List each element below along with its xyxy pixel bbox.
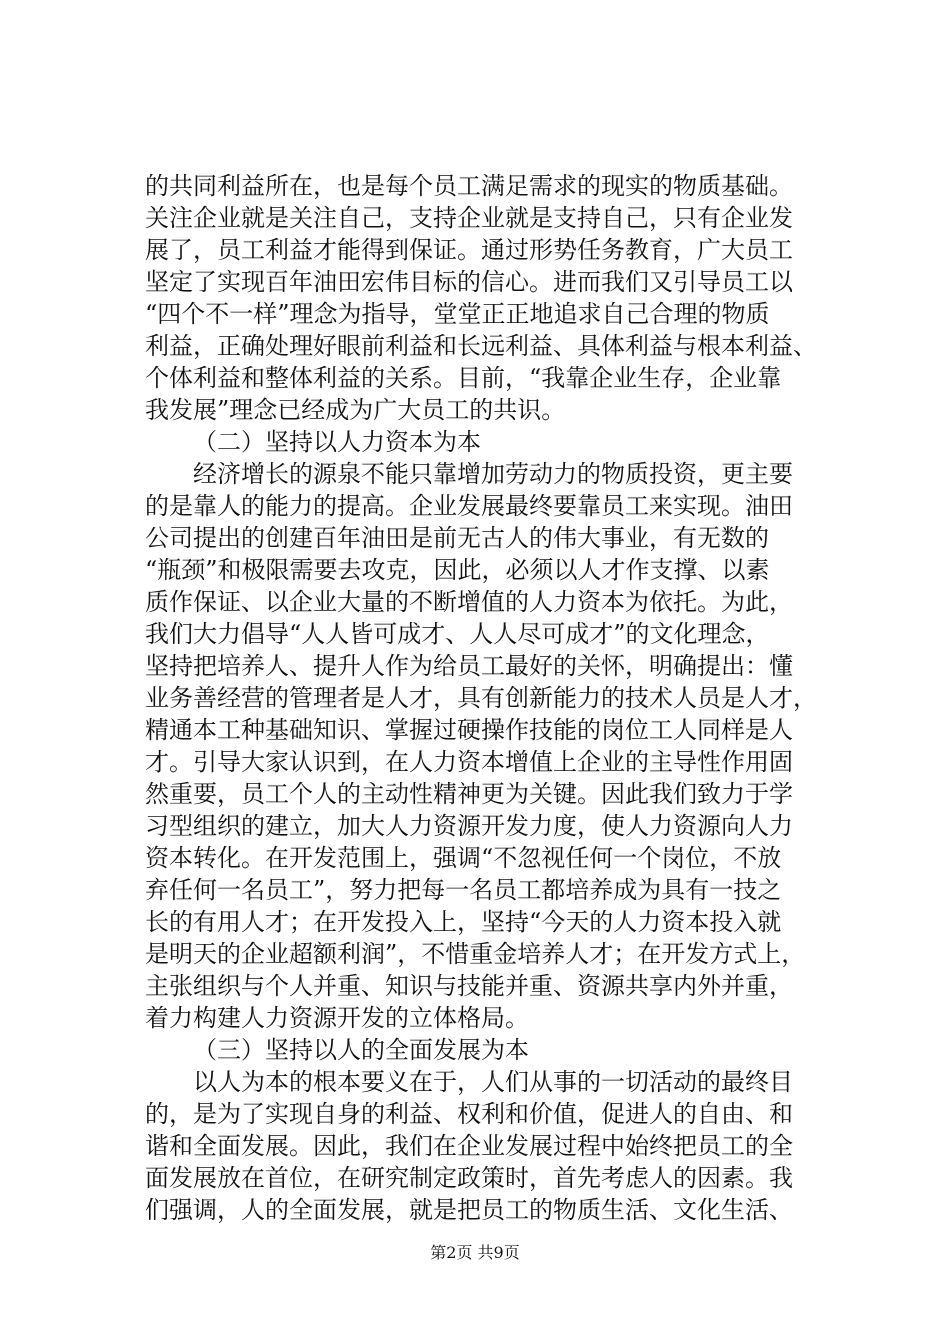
text-line: 业务善经营的管理者是人才，具有创新能力的技术人员是人才， (145, 684, 817, 712)
text-line: 主张组织与个人并重、知识与技能并重、资源共享内外并重， (145, 972, 793, 1000)
text-line: 长的有用人才；在开发投入上，坚持“今天的人力资本投入就 (145, 908, 782, 936)
text-line: 利益，正确处理好眼前利益和长远利益、具体利益与根本利益、 (145, 332, 817, 360)
text-line: 展了，员工利益才能得到保证。通过形势任务教育，广大员工 (145, 236, 793, 264)
text-line: 坚持把培养人、提升人作为给员工最好的关怀，明确提出：懂 (145, 652, 793, 680)
text-line: 的共同利益所在，也是每个员工满足需求的现实的物质基础。 (145, 172, 793, 200)
section-heading: （二）坚持以人力资本为本 (193, 428, 481, 456)
text-line: 着力构建人力资源开发的立体格局。 (145, 1004, 529, 1032)
text-line: 面发展放在首位，在研究制定政策时，首先考虑人的因素。我 (145, 1164, 793, 1192)
text-line: 习型组织的建立，加大人力资源开发力度，使人力资源向人力 (145, 812, 793, 840)
text-line: 个体利益和整体利益的关系。目前，“我靠企业生存，企业靠 (145, 364, 782, 392)
text-line: 才。引导大家认识到，在人力资本增值上企业的主导性作用固 (145, 748, 793, 776)
text-line: 们强调，人的全面发展，就是把员工的物质生活、文化生活、 (145, 1196, 793, 1224)
text-line: 资本转化。在开发范围上，强调“不忽视任何一个岗位，不放 (145, 844, 782, 872)
text-line: 谐和全面发展。因此，我们在企业发展过程中始终把员工的全 (145, 1132, 793, 1160)
section-heading: （三）坚持以人的全面发展为本 (193, 1036, 529, 1064)
text-line: 的，是为了实现自身的利益、权利和价值，促进人的自由、和 (145, 1100, 793, 1128)
text-line: 弃任何一名员工”，努力把每一名员工都培养成为具有一技之 (145, 876, 782, 904)
body-text (145, 170, 825, 1226)
text-line: “瓶颈”和极限需要去攻克，因此，必须以人才作支撑、以素 (145, 556, 770, 584)
text-line: 坚定了实现百年油田宏伟目标的信心。进而我们又引导员工以 (145, 268, 793, 296)
text-line: 公司提出的创建百年油田是前无古人的伟大事业，有无数的 (145, 524, 769, 552)
page-footer: 第2页 共9页 (430, 1243, 520, 1262)
text-line: 精通本工种基础知识、掌握过硬操作技能的岗位工人同样是人 (145, 716, 793, 744)
text-line: 经济增长的源泉不能只靠增加劳动力的物质投资，更主要 (193, 460, 793, 488)
text-line: 以人为本的根本要义在于，人们从事的一切活动的最终目 (193, 1068, 793, 1096)
text-line: 是明天的企业超额利润”，不惜重金培养人才；在开发方式上， (145, 940, 806, 968)
text-line: 关注企业就是关注自己，支持企业就是支持自己，只有企业发 (145, 204, 793, 232)
text-line: 的是靠人的能力的提高。企业发展最终要靠员工来实现。油田 (145, 492, 793, 520)
text-line: 我发展”理念已经成为广大员工的共识。 (145, 396, 566, 424)
text-line: 然重要，员工个人的主动性精神更为关键。因此我们致力于学 (145, 780, 793, 808)
text-line: 我们大力倡导“人人皆可成才、人人尽可成才”的文化理念， (145, 620, 770, 648)
text-line: “四个不一样”理念为指导，堂堂正正地追求自己合理的物质 (145, 300, 770, 328)
text-line: 质作保证、以企业大量的不断增值的人力资本为依托。为此， (145, 588, 793, 616)
